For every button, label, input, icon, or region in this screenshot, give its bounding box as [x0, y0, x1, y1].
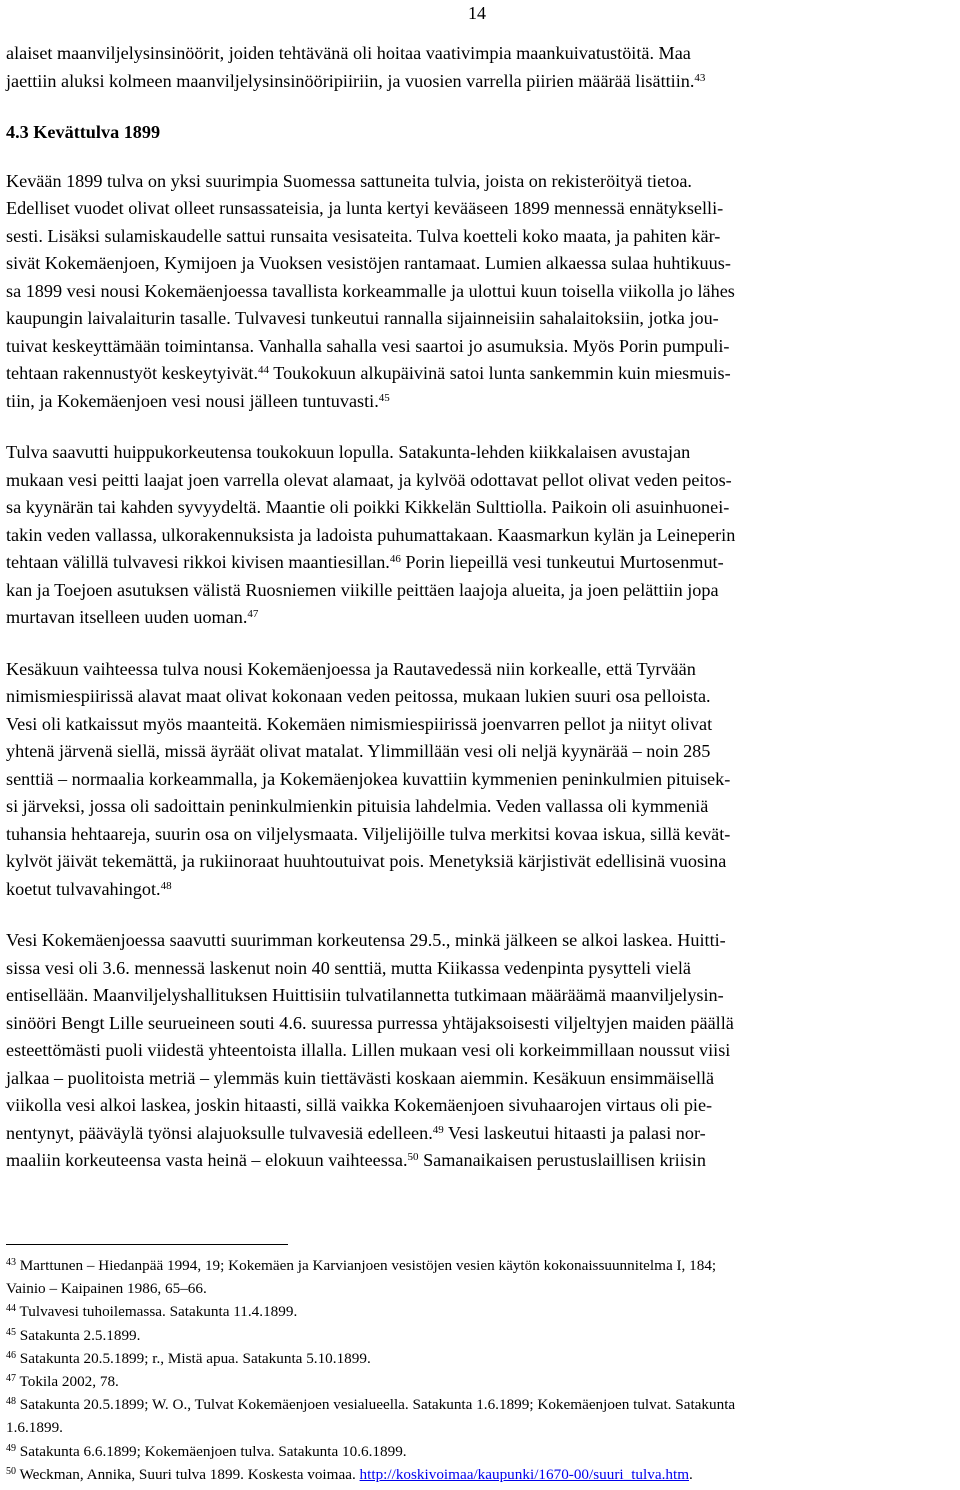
line-text: sivät Kokemäenjoen, Kymijoen ja Vuoksen vesistöjen rantamaat. Lumien alkaessa sulaa huhtikuus- — [6, 253, 731, 273]
text-line — [6, 577, 954, 605]
footnote-number: 44 — [6, 1303, 16, 1315]
text-line — [6, 439, 954, 467]
text-line — [6, 955, 954, 983]
footnote — [6, 1416, 954, 1439]
footnote-text: Tokila 2002, 78. — [16, 1373, 119, 1391]
footnote-text: Satakunta 2.5.1899. — [16, 1326, 141, 1344]
text-line — [6, 250, 954, 278]
line-text: entisellään. Maanviljelyshallituksen Huittisiin tulvatilannetta tutkimaan määräämä maanviljelysin- — [6, 985, 724, 1005]
line-text: sinööri Bengt Lille seurueineen souti 4.6. suuressa purressa yhtäjaksoisesti viljeltyjen maiden päällä — [6, 1012, 734, 1033]
footnote — [6, 1393, 954, 1416]
line-text: nentynyt, pääväylä työnsi alajuoksulle tulvavesiä edelleen. — [6, 1122, 433, 1143]
footnote-number: 45 — [6, 1326, 16, 1338]
line-text: yhtenä järvenä siellä, missä äyräät olivat matalat. Ylimmillään vesi oli neljä kyynärää – noin 285 — [6, 741, 711, 761]
line-text: sesti. Lisäksi sulamiskaudelle sattui runsaita vesisateita. Tulva koetteli koko maata, ja pahiten kär- — [6, 225, 721, 246]
footnote-ref: 48 — [160, 879, 172, 892]
text-line — [6, 711, 954, 739]
text-line — [6, 68, 954, 96]
footnote-number: 48 — [6, 1396, 16, 1408]
line-text: viikolla vesi alkoi laskea, joskin hitaasti, sillä vaikka Kokemäenjoen sivuhaarojen virtaus oli pie- — [6, 1095, 713, 1115]
footnote-ref: 47 — [247, 608, 259, 620]
footnote — [6, 1324, 954, 1347]
text-line — [6, 388, 954, 416]
footnote-ref: 46 — [389, 553, 401, 565]
line-text: tehtaan välillä tulvavesi rikkoi kivisen maantiesillan. — [6, 552, 390, 572]
text-line — [6, 549, 954, 577]
text-line — [6, 683, 954, 711]
text-line — [6, 793, 954, 821]
text-line — [6, 305, 954, 333]
line-text: si järveksi, jossa oli sadoittain peninkulmienkin pituisia lahdelmia. Veden vallassa oli kymmeniä — [6, 796, 709, 816]
line-text: Kevään 1899 tulva on yksi suurimpia Suomessa sattuneita tulvia, joista on rekisteröityä tietoa. — [6, 170, 692, 191]
text-line — [6, 195, 954, 223]
paragraph — [6, 656, 954, 904]
line-text: tehtaan rakennustyöt keskeytyivät. — [6, 363, 259, 383]
footnote — [6, 1300, 954, 1323]
footnote-ref: 43 — [694, 71, 706, 84]
text-line — [6, 1037, 954, 1065]
line-text: sa 1899 vesi nousi Kokemäenjoessa tavallista korkeammalle ja ulottui kuun toisella viikolla jo lähes — [6, 280, 735, 301]
text-line — [6, 1065, 954, 1093]
footnote-text: Satakunta 20.5.1899; r., Mistä apua. Satakunta 5.10.1899. — [16, 1349, 371, 1367]
line-text: takin veden vallassa, ulkorakennuksista ja ladoista puhumattakaan. Kaasmarkun kylän ja Leineperin — [6, 524, 736, 545]
footnote-number: 50 — [6, 1465, 16, 1477]
footnotes — [6, 1254, 954, 1486]
line-text: Tulva saavutti huippukorkeutensa toukokuun lopulla. Satakunta-lehden kiikkalaisen avustajan — [6, 442, 691, 462]
footnote — [6, 1254, 954, 1277]
section-body — [6, 168, 954, 1175]
text-line — [6, 927, 954, 955]
line-text: maaliin korkeuteensa vasta heinä – elokuun vaihteessa. — [6, 1150, 408, 1170]
text-line — [6, 766, 954, 794]
footnote-text: Satakunta 20.5.1899; W. O., Tulvat Kokemäenjoen vesialueella. Satakunta 1.6.1899; Kokemäenjoen tulvat. Satakunta — [16, 1396, 736, 1414]
line-text: koetut tulvavahingot. — [6, 878, 161, 899]
intro-paragraph — [6, 40, 954, 95]
footnote-text: Vainio – Kaipainen 1986, 65–66. — [6, 1280, 207, 1298]
text-line — [6, 1092, 954, 1120]
footnote — [6, 1347, 954, 1370]
footnote-ref: 50 — [407, 1151, 419, 1163]
text-line — [6, 522, 954, 550]
line-text: jalkaa – puolitoista metriä – ylemmäs kuin tiettävästi koskaan aiemmin. Kesäkuun ensimmäisellä — [6, 1067, 715, 1088]
line-text: alaiset maanviljelysinsinöörit, joiden tehtävänä oli hoitaa vaativimpia maankuivatustöitä. Maa — [6, 43, 691, 63]
footnote-text: 1.6.1899. — [6, 1419, 63, 1437]
line-text: tuivat keskeyttämään toimintansa. Vanhalla sahalla vesi saartoi jo asumuksia. Myös Porin pumpuli- — [6, 335, 730, 356]
footnote-link[interactable]: http://koskivoimaa/kaupunki/1670-00/suuri_tulva.htm — [359, 1465, 690, 1483]
text-line — [6, 982, 954, 1010]
text-line — [6, 223, 954, 251]
text-line — [6, 360, 954, 388]
text-line — [6, 876, 954, 904]
line-text: tuhansia hehtaareja, suurin osa on viljelysmaata. Viljelijöille tulva merkitsi kovaa iskua, sillä kevät- — [6, 823, 731, 844]
footnote-text: Marttunen – Hiedanpää 1994, 19; Kokemäen ja Karvianjoen vesistöjen vesien käytön kokonaissuunnitelma I, 184; — [16, 1257, 717, 1274]
text-line — [6, 1010, 954, 1038]
text-line — [6, 821, 954, 849]
line-text: sissa vesi oli 3.6. mennessä laskenut noin 40 senttiä, mutta Kiikassa vedenpinta pysytteli vielä — [6, 957, 691, 978]
line-text-continued: Samanaikaisen perustuslaillisen kriisin — [418, 1150, 706, 1170]
section-heading: 4.3 Kevättulva 1899 — [6, 122, 161, 142]
text-line — [6, 848, 954, 876]
text-line — [6, 467, 954, 495]
footnote-text: Weckman, Annika, Suuri tulva 1899. Koskesta voimaa. — [16, 1465, 360, 1483]
paragraph — [6, 927, 954, 1175]
line-text: kylvöt jäivät tekemättä, ja rukiinoraat huuhtoutuivat pois. Menetyksiä kärjistivät edellisinä vuosina — [6, 851, 727, 871]
line-text: Edelliset vuodet olivat olleet runsassateisia, ja lunta kertyi kevääseen 1899 mennessä ennätykselli- — [6, 198, 724, 218]
footnote-text: Satakunta 6.6.1899; Kokemäenjoen tulva. Satakunta 10.6.1899. — [16, 1442, 407, 1460]
text-line — [6, 333, 954, 361]
footnote-divider — [6, 1244, 288, 1245]
footnote — [6, 1463, 954, 1486]
line-text: murtavan itselleen uuden uoman. — [6, 607, 248, 627]
text-line — [6, 40, 954, 68]
line-text: Vesi Kokemäenjoessa saavutti suurimman korkeutensa 29.5., minkä jälkeen se alkoi laskea. Huitti- — [6, 930, 726, 950]
line-text: kaupungin laivalaiturin tasalle. Tulvavesi tunkeutui rannalla sijainneisiin sahalaitoksiin, jotka jou- — [6, 308, 719, 328]
footnote-number: 43 — [6, 1257, 16, 1268]
line-text: nimismiespiirissä alavat maat olivat kokonaan veden peitossa, mukaan lukien suuri osa pelloista. — [6, 686, 711, 706]
text-line — [6, 494, 954, 522]
line-text-continued: Porin liepeillä vesi tunkeutui Murtosenmut- — [400, 552, 724, 572]
footnote-ref: 44 — [258, 364, 270, 376]
line-text: Kesäkuun vaihteessa tulva nousi Kokemäenjoessa ja Rautavedessä niin korkealle, että Tyrvään — [6, 658, 696, 679]
line-text: tiin, ja Kokemäenjoen vesi nousi jälleen tuntuvasti. — [6, 390, 379, 411]
footnote-ref: 49 — [432, 1123, 444, 1136]
paragraph — [6, 439, 954, 632]
footnote — [6, 1370, 954, 1393]
page-number: 14 — [468, 3, 486, 23]
line-text: sa kyynärän tai kahden syvyydeltä. Maantie oli poikki Kikkelän Sulttiolla. Paikoin oli asuinhuonei- — [6, 497, 730, 517]
footnote-number: 46 — [6, 1349, 16, 1361]
footnote — [6, 1440, 954, 1463]
footnote-number: 47 — [6, 1373, 16, 1385]
text-line — [6, 1120, 954, 1148]
footnote — [6, 1277, 954, 1300]
footnote-text: Tulvavesi tuhoilemassa. Satakunta 11.4.1899. — [16, 1303, 298, 1321]
text-line — [6, 604, 954, 632]
text-line — [6, 278, 954, 306]
line-text-continued: Toukokuun alkupäivinä satoi lunta sankemmin kuin miesmuis- — [269, 363, 731, 383]
line-text: esteettömästi puoli viidestä yhteentoista illalla. Lillen mukaan vesi oli korkeimmillaan noussut viisi — [6, 1040, 731, 1060]
line-text: kan ja Toejoen asutuksen välistä Ruosniemen viikille peittäen laajoja alueita, ja joen pelättiin jopa — [6, 579, 719, 600]
text-line — [6, 168, 954, 196]
line-text: jaettiin aluksi kolmeen maanviljelysinsinööripiiriin, ja vuosien varrella piirien määrää lisättiin. — [6, 70, 695, 91]
line-text: Vesi oli katkaissut myös maanteitä. Kokemäen nimismiespiirissä joenvarren pellot ja niityt olivat — [6, 713, 713, 734]
text-line — [6, 656, 954, 684]
line-text: mukaan vesi peitti laajat joen varrella olevat alamaat, ja kylvöä odottavat pellot olivat veden peitos- — [6, 469, 732, 490]
text-line — [6, 1147, 954, 1175]
line-text-continued: Vesi laskeutui hitaasti ja palasi nor- — [443, 1122, 706, 1143]
paragraph — [6, 168, 954, 416]
text-line — [6, 738, 954, 766]
line-text: senttiä – normaalia korkeammalla, ja Kokemäenjokea kuvattiin kymmenien peninkulmien pituisek- — [6, 768, 731, 789]
document-body — [6, 40, 954, 1199]
footnote-text-end: . — [689, 1465, 693, 1483]
footnote-number: 49 — [6, 1442, 16, 1454]
footnote-ref: 45 — [378, 391, 390, 404]
